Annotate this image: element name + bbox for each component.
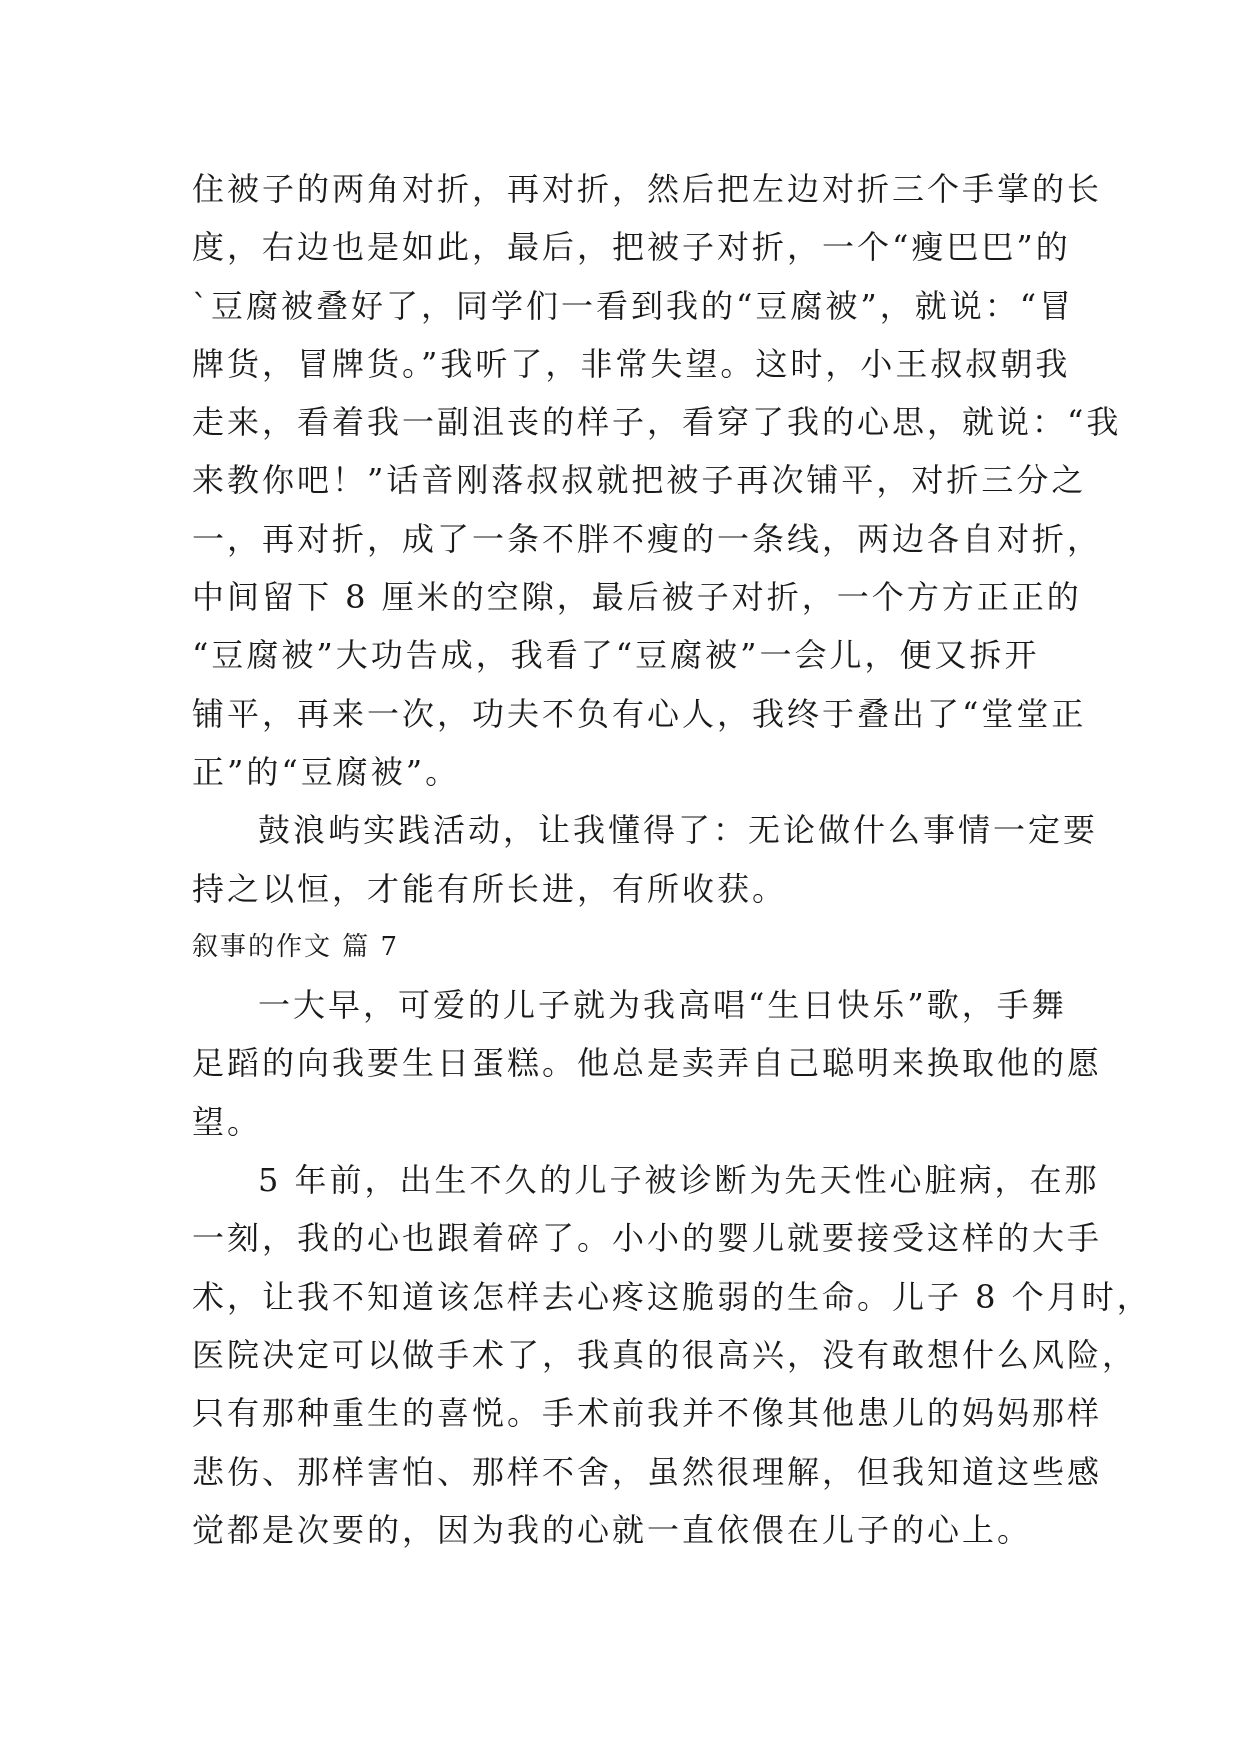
paragraph-line: 一大早，可爱的儿子就为我高唱“生日快乐”歌，手舞 (258, 986, 1067, 1025)
paragraph-line: 牌货，冒牌货。”我听了，非常失望。这时，小王叔叔朝我 (192, 344, 1071, 383)
paragraph-line: 足蹈的向我要生日蛋糕。他总是卖弄自己聪明来换取他的愿 (192, 1044, 1103, 1083)
paragraph-line: 只有那种重生的喜悦。手术前我并不像其他患儿的妈妈那样 (192, 1394, 1103, 1433)
paragraph-line: 来教你吧！”话音刚落叔叔就把被子再次铺平，对折三分之 (192, 461, 1087, 500)
paragraph-line: 望。 (192, 1102, 263, 1141)
paragraph-line: “豆腐被”大功告成，我看了“豆腐被”一会儿，便又拆开 (192, 636, 1040, 675)
document-body (192, 160, 1152, 1559)
paragraph-line: 术，让我不知道该怎样去心疼这脆弱的生命。儿子 8 个月时， (192, 1277, 1152, 1316)
paragraph-line: `豆腐被叠好了，同学们一看到我的“豆腐被”，就说：“冒 (192, 286, 1075, 325)
paragraph-line: 5 年前，出生不久的儿子被诊断为先天性心脏病，在那 (258, 1161, 1100, 1200)
paragraph-line: 持之以恒，才能有所长进，有所收获。 (192, 869, 788, 908)
paragraph-line: 悲伤、那样害怕、那样不舍，虽然很理解，但我知道这些感 (192, 1452, 1103, 1491)
paragraph-line: 度，右边也是如此，最后，把被子对折，一个“瘦巴巴”的 (192, 228, 1071, 267)
section-heading: 叙事的作文 篇 7 (192, 931, 400, 962)
paragraph-line: 一，再对折，成了一条不胖不瘦的一条线，两边各自对折， (192, 519, 1103, 558)
paragraph-line: 走来，看着我一副沮丧的样子，看穿了我的心思，就说：“我 (192, 403, 1122, 442)
paragraph-line: 正”的“豆腐被”。 (192, 752, 461, 791)
paragraph-line: 觉都是次要的，因为我的心就一直依偎在儿子的心上。 (192, 1510, 1033, 1549)
paragraph-line: 医院决定可以做手术了，我真的很高兴，没有敢想什么风险， (192, 1335, 1138, 1374)
paragraph-line: 铺平，再来一次，功夫不负有心人，我终于叠出了“堂堂正 (192, 694, 1087, 733)
paragraph-line: 住被子的两角对折，再对折，然后把左边对折三个手掌的长 (192, 170, 1103, 208)
paragraph-line: 鼓浪屿实践活动，让我懂得了：无论做什么事情一定要 (258, 811, 1099, 850)
paragraph-line: 一刻，我的心也跟着碎了。小小的婴儿就要接受这样的大手 (192, 1219, 1103, 1258)
paragraph-line: 中间留下 8 厘米的空隙，最后被子对折，一个方方正正的 (192, 578, 1082, 617)
